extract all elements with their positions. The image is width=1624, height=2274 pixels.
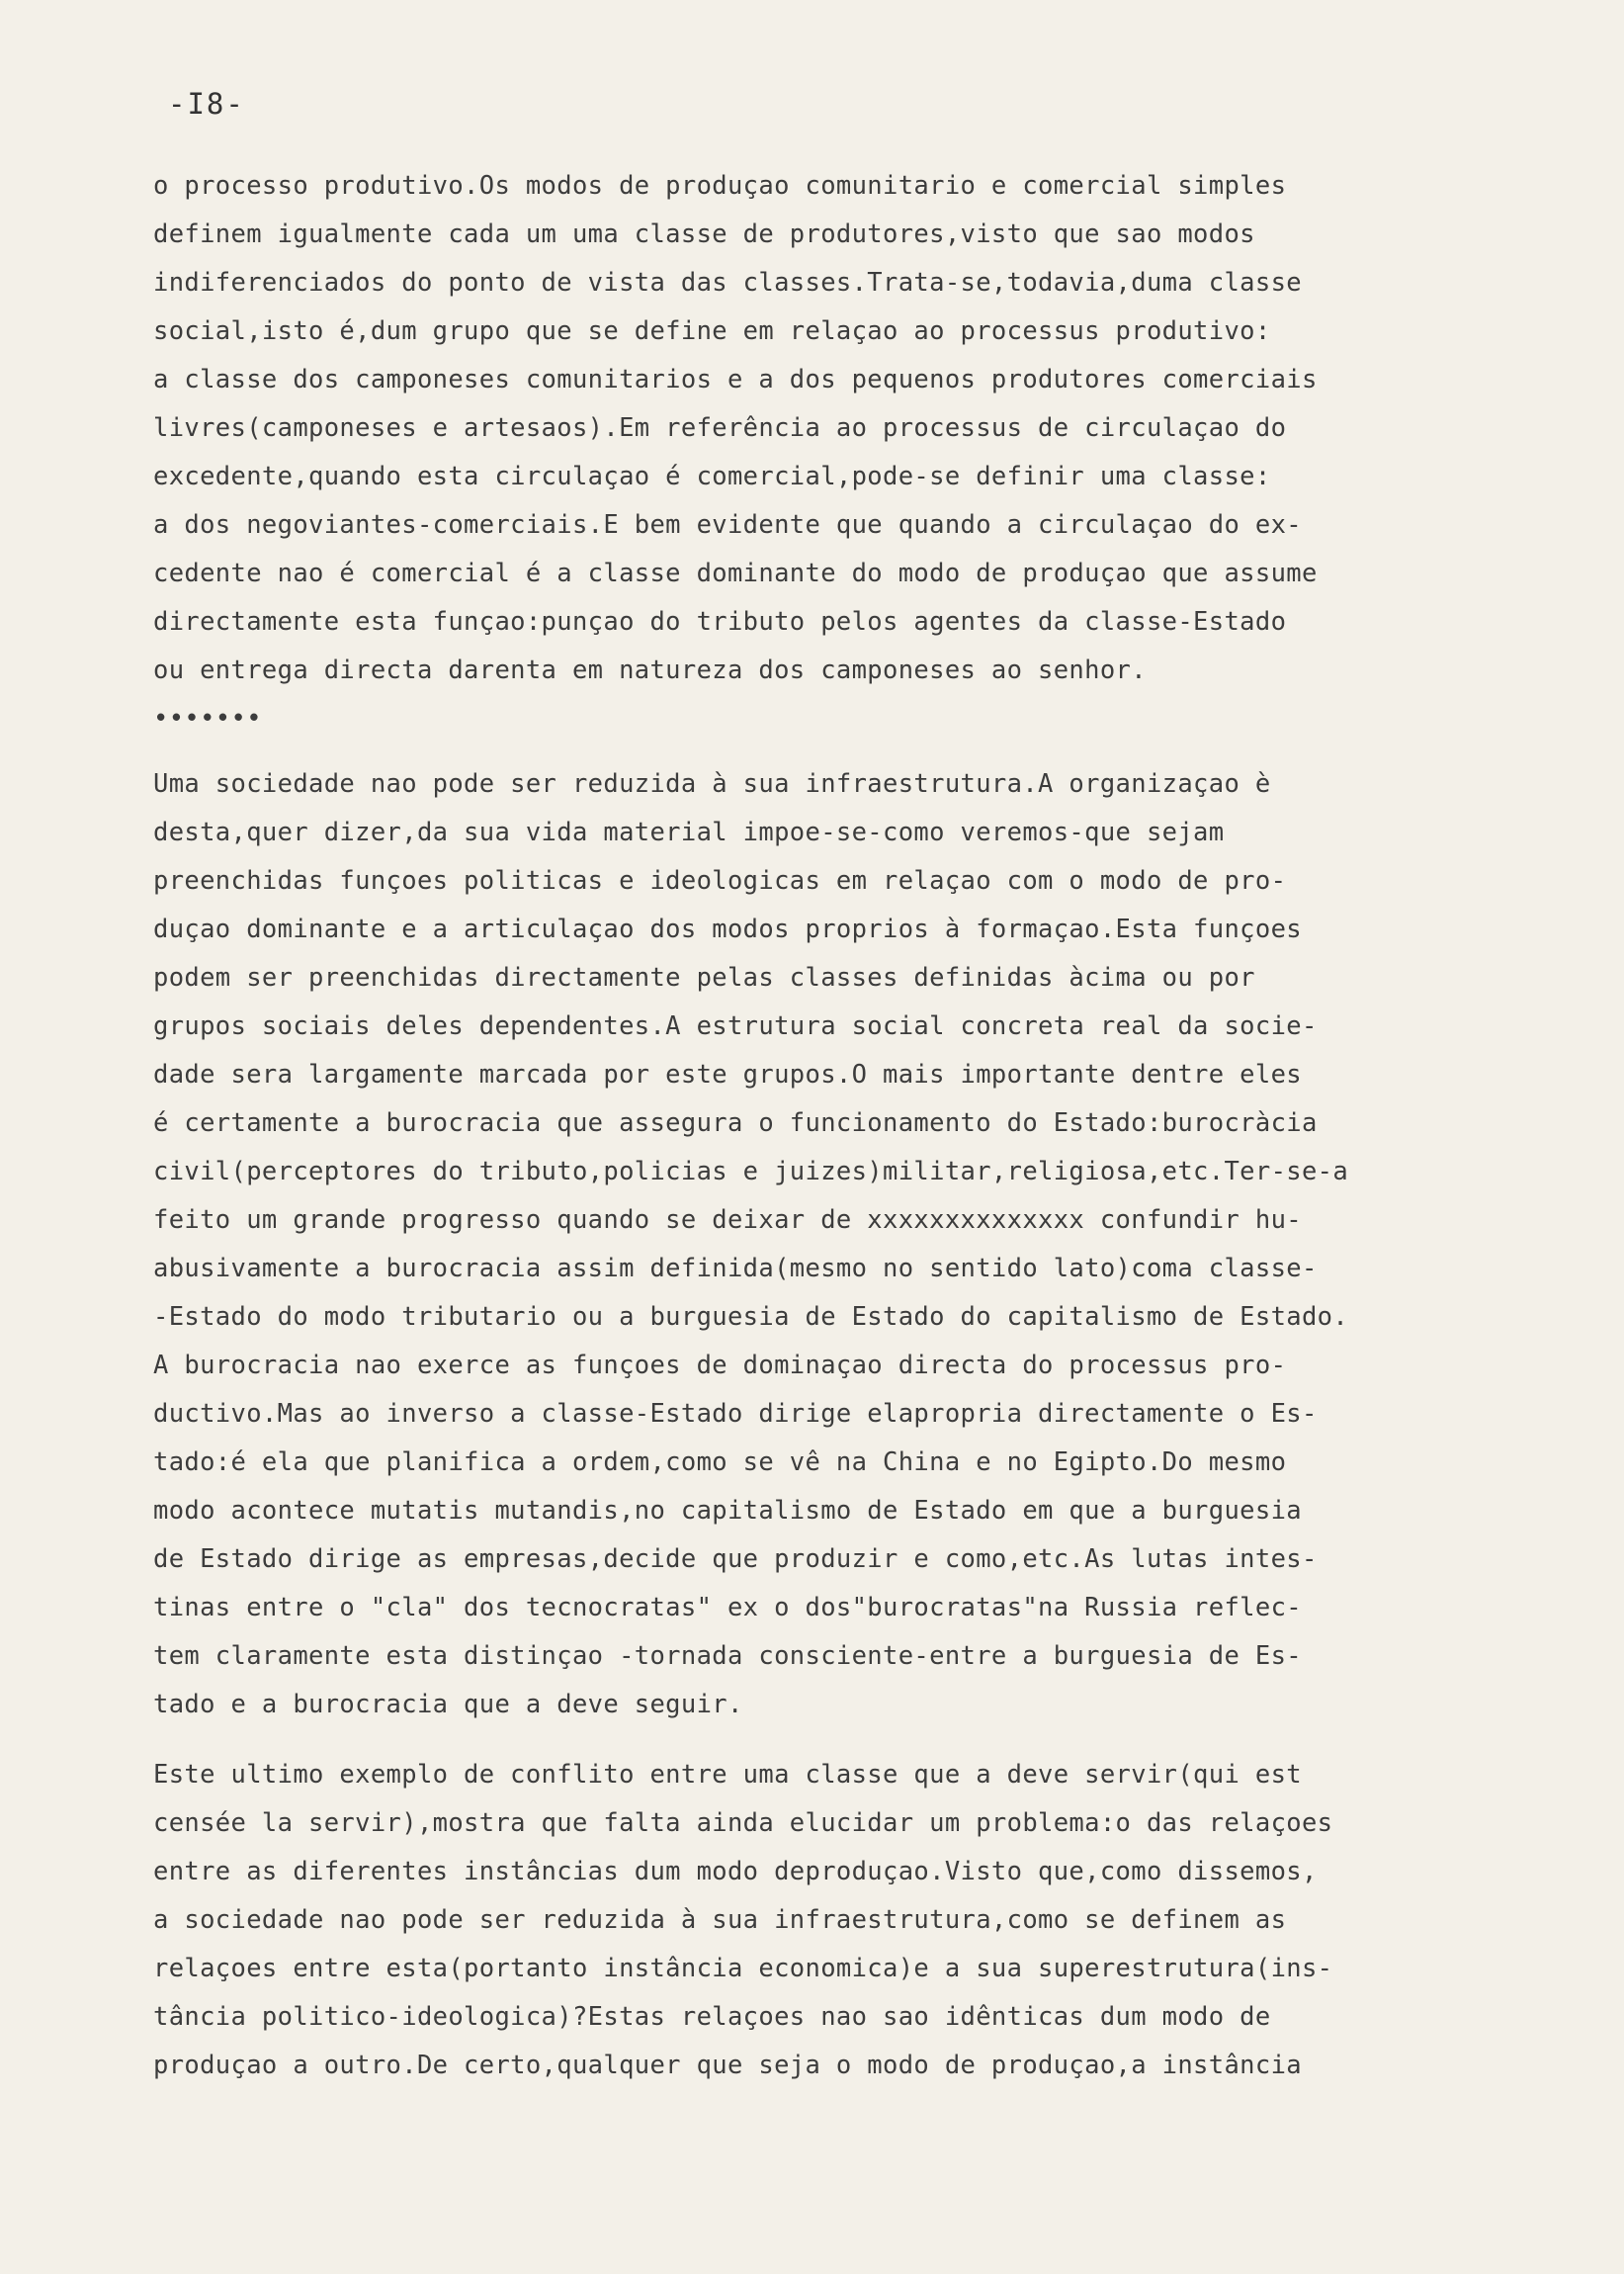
text-line: A burocracia nao exerce as funçoes de dominaçao directa do processus pro-: [153, 1351, 1287, 1380]
text-line: indiferenciados do ponto de vista das classes.Trata-se,todavia,duma classe: [153, 268, 1302, 298]
text-line: desta,quer dizer,da sua vida material impoe-se-como veremos-que sejam: [153, 818, 1225, 847]
text-line: ou entrega directa darenta em natureza dos camponeses ao senhor.: [153, 656, 1147, 685]
text-line: •••••••: [153, 704, 262, 734]
text-line: entre as diferentes instâncias dum modo deproduçao.Visto que,como dissemos,: [153, 1857, 1318, 1886]
page-number: -I8-: [168, 87, 245, 121]
text-line: definem igualmente cada um uma classe de produtores,visto que sao modos: [153, 219, 1255, 249]
text-line: tado:é ela que planifica a ordem,como se vê na China e no Egipto.Do mesmo: [153, 1447, 1287, 1477]
text-line: modo acontece mutatis mutandis,no capitalismo de Estado em que a burguesia: [153, 1496, 1302, 1526]
text-line: tinas entre o "cla" dos tecnocratas" ex o dos"burocratas"na Russia reflec-: [153, 1593, 1302, 1622]
text-line: duçao dominante e a articulaçao dos modos proprios à formaçao.Esta funçoes: [153, 915, 1302, 944]
text-line: podem ser preenchidas directamente pelas classes definidas àcima ou por: [153, 963, 1255, 993]
text-line: Este ultimo exemplo de conflito entre uma classe que a deve servir(qui est: [153, 1760, 1302, 1790]
text-line: censée la servir),mostra que falta ainda elucidar um problema:o das relaçoes: [153, 1808, 1333, 1838]
text-line: o processo produtivo.Os modos de produçao comunitario e comercial simples: [153, 171, 1287, 201]
text-line: dade sera largamente marcada por este grupos.O mais importante dentre eles: [153, 1060, 1302, 1090]
text-line: tância politico-ideologica)?Estas relaçoes nao sao idênticas dum modo de: [153, 2002, 1271, 2032]
text-line: tem claramente esta distinçao -tornada consciente-entre a burguesia de Es-: [153, 1641, 1302, 1671]
text-line: preenchidas funçoes politicas e ideologicas em relaçao com o modo de pro-: [153, 866, 1287, 896]
text-line: abusivamente a burocracia assim definida(mesmo no sentido lato)coma classe-: [153, 1254, 1318, 1283]
text-line: a dos negoviantes-comerciais.E bem evidente que quando a circulaçao do ex-: [153, 510, 1302, 540]
text-line: -Estado do modo tributario ou a burguesia de Estado do capitalismo de Estado.: [153, 1302, 1349, 1332]
text-line: tado e a burocracia que a deve seguir.: [153, 1690, 743, 1719]
text-line: directamente esta funçao:punçao do tributo pelos agentes da classe-Estado: [153, 607, 1287, 637]
text-line: feito um grande progresso quando se deixar de xxxxxxxxxxxxxx confundir hu-: [153, 1205, 1302, 1235]
text-line: grupos sociais deles dependentes.A estrutura social concreta real da socie-: [153, 1011, 1318, 1041]
text-line: é certamente a burocracia que assegura o funcionamento do Estado:burocràcia: [153, 1108, 1318, 1138]
text-line: cedente nao é comercial é a classe dominante do modo de produçao que assume: [153, 559, 1318, 588]
text-line: a classe dos camponeses comunitarios e a dos pequenos produtores comerciais: [153, 365, 1318, 394]
text-line: social,isto é,dum grupo que se define em relaçao ao processus produtivo:: [153, 316, 1271, 346]
text-line: Uma sociedade nao pode ser reduzida à sua infraestrutura.A organizaçao è: [153, 769, 1271, 799]
text-line: civil(perceptores do tributo,policias e juizes)militar,religiosa,etc.Ter-se-a: [153, 1157, 1349, 1186]
text-line: relaçoes entre esta(portanto instância economica)e a sua superestrutura(ins-: [153, 1954, 1333, 1983]
text-line: ductivo.Mas ao inverso a classe-Estado dirige elapropria directamente o Es-: [153, 1399, 1318, 1429]
text-line: de Estado dirige as empresas,decide que produzir e como,etc.As lutas intes-: [153, 1544, 1318, 1574]
text-line: a sociedade nao pode ser reduzida à sua infraestrutura,como se definem as: [153, 1905, 1287, 1935]
text-line: excedente,quando esta circulaçao é comercial,pode-se definir uma classe:: [153, 462, 1271, 491]
text-line: produçao a outro.De certo,qualquer que seja o modo de produçao,a instância: [153, 2051, 1302, 2080]
text-line: livres(camponeses e artesaos).Em referência ao processus de circulaçao do: [153, 413, 1287, 443]
